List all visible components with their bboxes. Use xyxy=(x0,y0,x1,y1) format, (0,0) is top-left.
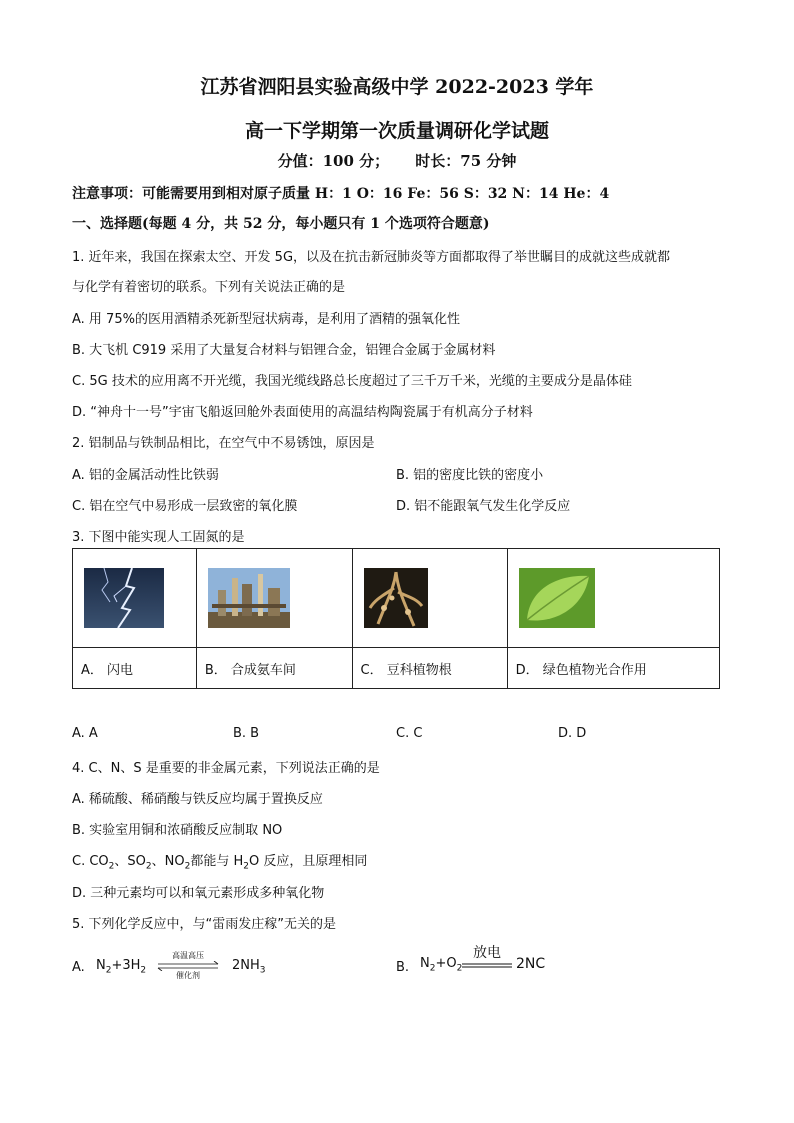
q4-stem: 4. C、N、S 是重要的非金属元素，下列说法正确的是 xyxy=(72,761,380,776)
q5-option-a-equation: $N_2+3H_2$ xyxy=(96,958,147,976)
q2-option-b: B. 铝的密度比铁的密度小 xyxy=(396,468,544,483)
q2-option-a: A. 铝的金属活动性比铁弱 xyxy=(72,468,219,483)
q4-option-b: B. 实验室用铜和浓硝酸反应制取 NO xyxy=(72,823,283,838)
q5-a-condition-bottom: 催化剂 xyxy=(176,971,200,980)
title-line1: 江苏省泗阳县实验高级中学 2022-2023 学年 xyxy=(200,76,594,98)
score-time: 分值：100 分； 时长：75 分钟 xyxy=(277,152,517,170)
q1-option-d: D. “神舟十一号”宇宙飞船返回舱外表面使用的高温结构陶瓷属于有机高分子材料 xyxy=(72,405,533,420)
q4-option-d: D. 三种元素均可以和氧元素形成多种氧化物 xyxy=(72,886,325,901)
green-leaf-image xyxy=(519,568,595,628)
q3-caption-d: D． 绿色植物光合作用 xyxy=(507,648,719,689)
q1-option-a: A. 用 75%的医用酒精杀死新型冠状病毒，是利用了酒精的强氧化性 xyxy=(72,312,460,327)
ammonia-plant-image xyxy=(208,568,290,628)
q1-option-c: C. 5G 技术的应用离不开光缆，我国光缆线路总长度超过了三千万千米，光缆的主要成分是晶体硅 xyxy=(72,374,632,389)
q3-answer-a: A. A xyxy=(72,726,98,741)
q5-b-condition: 放电 xyxy=(473,945,501,961)
q3-caption-c: C． 豆科植物根 xyxy=(352,648,507,689)
q5-option-b-product: 2NC xyxy=(516,956,546,972)
q1-stem-line1: 1. 近年来，我国在探索太空、开发 5G，以及在抗击新冠肺炎等方面都取得了举世瞩目的成就这些成就都 xyxy=(72,250,671,265)
q4-option-a: A. 稀硫酸、稀硝酸与铁反应均属于置换反应 xyxy=(72,792,323,807)
notice: 注意事项：可能需要用到相对原子质量 H：1 O：16 Fe：56 S：32 N：14 He：4 xyxy=(72,186,610,202)
q3-cell-a-image xyxy=(73,549,197,648)
lightning-image xyxy=(84,568,164,628)
q3-stem: 3. 下图中能实现人工固氮的是 xyxy=(72,530,245,545)
q3-cell-b-image xyxy=(196,549,352,648)
q2-option-d: D. 铝不能跟氧气发生化学反应 xyxy=(396,499,571,514)
q5-stem: 5. 下列化学反应中，与“雷雨发庄稼”无关的是 xyxy=(72,917,337,932)
q4-option-c: C. $CO_2$、$SO_2$、$NO_2$都能与 $H_2O$ 反应，且原理相同 xyxy=(72,854,368,872)
legume-root-image xyxy=(364,568,428,628)
double-line-icon xyxy=(462,963,512,969)
q3-cell-d-image xyxy=(507,549,719,648)
q3-answer-c: C. C xyxy=(396,726,423,741)
q3-caption-a: A． 闪电 xyxy=(73,648,197,689)
q5-option-a-product: $2NH_3$ xyxy=(232,958,266,976)
q3-image-table xyxy=(72,548,720,689)
q2-option-c: C. 铝在空气中易形成一层致密的氧化膜 xyxy=(72,499,298,514)
q5-option-b-equation: $N_2+O_2$ xyxy=(420,956,463,974)
section-title: 一、选择题(每题 4 分，共 52 分，每小题只有 1 个选项符合题意) xyxy=(72,216,490,232)
q5-option-a-label: A. xyxy=(72,960,85,975)
q2-stem: 2. 铝制品与铁制品相比，在空气中不易锈蚀，原因是 xyxy=(72,436,375,451)
q1-stem-line2: 与化学有着密切的联系。下列有关说法正确的是 xyxy=(72,280,346,295)
q5-a-condition-top: 高温高压 xyxy=(172,951,204,960)
q1-option-b: B. 大飞机 C919 采用了大量复合材料与铝锂合金，铝锂合金属于金属材料 xyxy=(72,343,496,358)
q5-option-b-arrow xyxy=(462,942,512,972)
q3-answer-b: B. B xyxy=(233,726,260,741)
q3-answer-d: D. D xyxy=(558,726,587,741)
q3-caption-b: B． 合成氨车间 xyxy=(196,648,352,689)
title-line2: 高一下学期第一次质量调研化学试题 xyxy=(244,120,549,142)
q3-cell-c-image xyxy=(352,549,507,648)
q5-option-a-arrow xyxy=(152,950,224,980)
q5-option-b-label: B. xyxy=(396,960,410,975)
